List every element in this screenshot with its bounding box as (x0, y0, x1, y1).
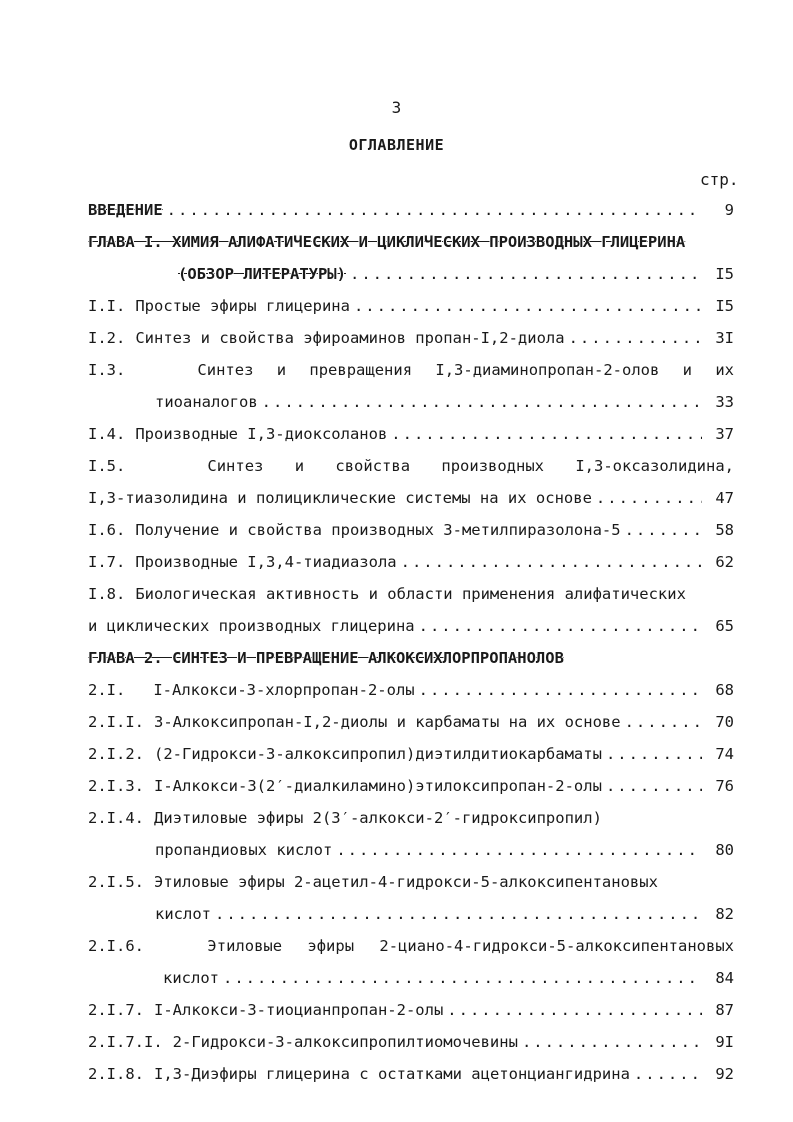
toc-entry-number: 2.I.5. (88, 873, 144, 891)
toc-entry (88, 809, 734, 831)
toc-entry-text: Диэтиловые эфиры 2(3′-алкокси-2′-гидроксипропил) (154, 809, 602, 827)
toc-entry-page: 62 (715, 553, 734, 571)
toc-entry-number: I.I. (88, 297, 126, 315)
toc-entry-number: 2.I.8. (88, 1065, 144, 1083)
toc-entry-page: 37 (715, 425, 734, 443)
toc-entry (163, 969, 734, 991)
toc-entry-page: 82 (715, 905, 734, 923)
toc-entry-page: 65 (715, 617, 734, 635)
toc-leader (596, 489, 702, 507)
toc-leader (569, 329, 702, 347)
toc-leader (354, 297, 702, 315)
toc-entry-page: 87 (715, 1001, 734, 1019)
toc-entry-number: 2.I.6. (88, 937, 144, 955)
toc-leader (350, 265, 702, 283)
toc-entry-text: (ОБЗОР ЛИТЕРАТУРЫ) (178, 265, 346, 283)
toc-entry-text: кислот (155, 905, 211, 923)
toc-entry-number: 2.I.I. (88, 713, 144, 731)
toc-leader (223, 969, 702, 987)
toc-entry-text: Получение и свойства производных 3-метилпиразолона-5 (135, 521, 621, 539)
toc-entry-number: 2.I.3. (88, 777, 144, 795)
toc-entry (88, 329, 734, 351)
toc-entry (178, 265, 734, 287)
toc-chapter-heading (88, 233, 734, 255)
toc-entry-page: 80 (715, 841, 734, 859)
toc-entry-page: 74 (715, 745, 734, 763)
toc-entry (88, 361, 734, 383)
toc-entry-text: I,3-Диэфиры глицерина с остатками ацетонциангидрина (154, 1065, 630, 1083)
toc-leader (336, 841, 702, 859)
toc-entry-text: 2-Гидрокси-3-алкоксипропилтиомочевины (172, 1033, 518, 1051)
toc-leader (606, 745, 702, 763)
toc-entry (88, 713, 734, 735)
toc-entry-number: I.2. (88, 329, 126, 347)
toc-entry-text: ВВЕДЕНИЕ (88, 201, 163, 219)
page-column-label: стр. (700, 170, 739, 189)
toc-leader (625, 521, 702, 539)
toc-entry-number: I.3. (88, 361, 126, 379)
toc-entry (88, 201, 734, 223)
toc-entry-number: 2.I.2. (88, 745, 144, 763)
toc-entry-number: I.7. (88, 553, 126, 571)
toc-entry-text: и циклических производных глицерина (88, 617, 415, 635)
toc-entry-text: Простые эфиры глицерина (135, 297, 350, 315)
toc-entry-page: I5 (715, 265, 734, 283)
toc-entry-page: 70 (715, 713, 734, 731)
toc-entry-text: I,3-тиазолидина и полициклические системы на их основе (88, 489, 592, 507)
toc-entry-number: I.5. (88, 457, 126, 475)
page-title: ОГЛАВЛЕНИЕ (348, 136, 445, 154)
toc-entry-page: 84 (715, 969, 734, 987)
toc-entry-page: 92 (715, 1065, 734, 1083)
toc-entry-text: кислот (163, 969, 219, 987)
toc-entry-page: 9I (715, 1033, 734, 1051)
toc-entry (155, 841, 734, 863)
toc-entry (88, 489, 734, 511)
toc-entry-text: Синтез и свойства эфироаминов пропан-I,2-диола (135, 329, 565, 347)
toc-entry (88, 937, 734, 959)
toc-entry-text: Производные I,3-диоксоланов (135, 425, 388, 443)
toc-entry-number: 2.I.7. (88, 1001, 144, 1019)
toc-entry-text: Синтез и свойства производных I,3-оксазолидина, (207, 457, 734, 475)
toc-entry-number: 2.I.7.I. (88, 1033, 163, 1051)
toc-entry-text: (2-Гидрокси-3-алкоксипропил)диэтилдитиокарбаматы (154, 745, 602, 763)
toc-entry (88, 617, 734, 639)
toc-entry (88, 521, 734, 543)
toc-leader (447, 1001, 702, 1019)
toc-leader (391, 425, 702, 443)
toc-entry (88, 1033, 734, 1055)
toc-leader (215, 905, 702, 923)
toc-entry (88, 681, 734, 703)
page-number: 3 (391, 98, 402, 117)
toc-entry-page: 33 (715, 393, 734, 411)
toc-entry-text: тиоаналогов (155, 393, 258, 411)
toc-entry (88, 457, 734, 479)
toc-entry-text: Биологическая активность и области применения алифатических (135, 585, 686, 603)
toc-leader (625, 713, 702, 731)
toc-leader (262, 393, 702, 411)
toc-entry (88, 1065, 734, 1087)
toc-leader (167, 201, 702, 219)
toc-entry (88, 745, 734, 767)
toc-entry-text: пропандиовых кислот (155, 841, 333, 859)
toc-entry (88, 425, 734, 447)
toc-entry-text: ГЛАВА I. ХИМИЯ АЛИФАТИЧЕСКИХ И ЦИКЛИЧЕСКИХ ПРОИЗВОДНЫХ ГЛИЦЕРИНА (88, 233, 686, 251)
toc-entry-number: I.6. (88, 521, 126, 539)
toc-entry-page: 58 (715, 521, 734, 539)
toc-entry (88, 777, 734, 799)
toc-entry-text: I-Алкокси-3(2′-диалкиламино)этилоксипропан-2-олы (154, 777, 602, 795)
toc-entry-page: 76 (715, 777, 734, 795)
toc-entry-text: Синтез и превращения I,3-диаминопропан-2-олов и их (197, 361, 734, 379)
toc-entry (88, 585, 734, 607)
toc-leader (401, 553, 702, 571)
toc-entry-text: I-Алкокси-3-хлорпропан-2-олы (153, 681, 415, 699)
toc-leader (419, 681, 702, 699)
toc-entry-text: 3-Алкоксипропан-I,2-диолы и карбаматы на их основе (154, 713, 621, 731)
toc-entry-number: 2.I.4. (88, 809, 144, 827)
toc-entry-page: 68 (715, 681, 734, 699)
toc-entry-text: Этиловые эфиры 2-ацетил-4-гидрокси-5-алкоксипентановых (154, 873, 658, 891)
toc-entry-text: ГЛАВА 2. СИНТЕЗ И ПРЕВРАЩЕНИЕ АЛКОКСИХЛОРПРОПАНОЛОВ (88, 649, 564, 667)
toc-leader (606, 777, 702, 795)
toc-entry-page: 9 (724, 201, 734, 219)
toc-entry-text: Этиловые эфиры 2-циано-4-гидрокси-5-алкоксипентановых (207, 937, 734, 955)
toc-leader (522, 1033, 702, 1051)
toc-entry-number: 2.I. (88, 681, 126, 699)
toc-entry-page: 3I (715, 329, 734, 347)
toc-entry-text: Производные I,3,4-тиадиазола (135, 553, 397, 571)
toc-leader (419, 617, 702, 635)
toc-chapter-heading (88, 649, 734, 671)
toc-entry-page: I5 (715, 297, 734, 315)
toc-entry-number: I.8. (88, 585, 126, 603)
toc-entry (155, 393, 734, 415)
toc-entry-text: I-Алкокси-3-тиоцианпропан-2-олы (154, 1001, 444, 1019)
toc-entry (155, 905, 734, 927)
toc-entry (88, 873, 734, 895)
toc-leader (634, 1065, 702, 1083)
toc-entry (88, 553, 734, 575)
toc-entry-number: I.4. (88, 425, 126, 443)
toc-entry (88, 1001, 734, 1023)
toc-entry-page: 47 (715, 489, 734, 507)
toc-entry (88, 297, 734, 319)
